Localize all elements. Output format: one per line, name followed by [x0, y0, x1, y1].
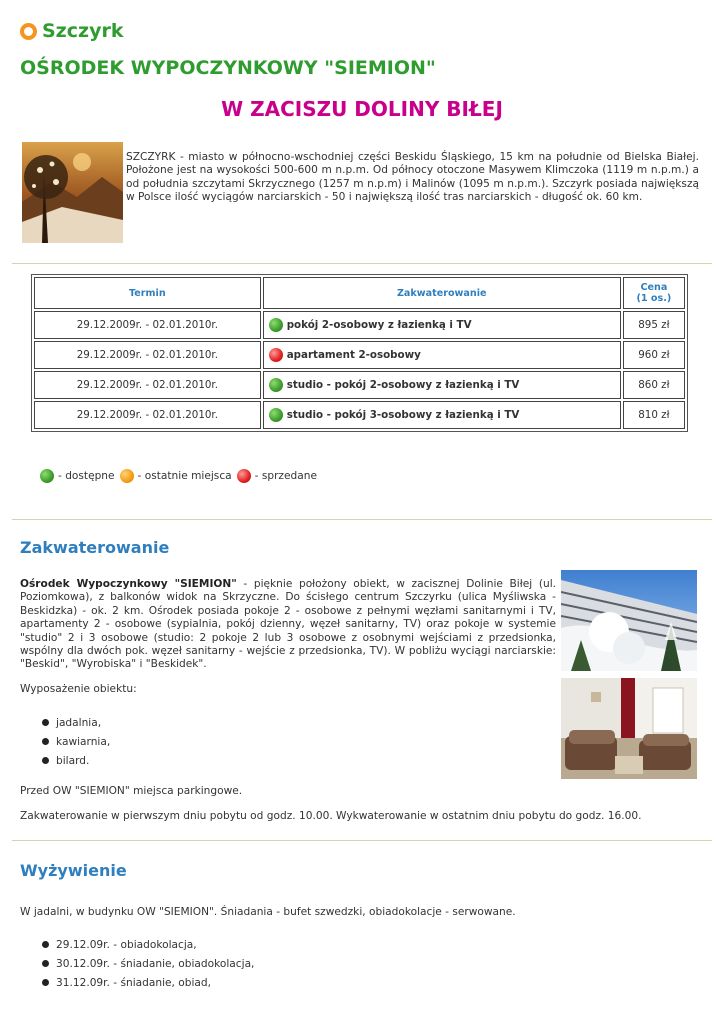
room-label[interactable]: studio - pokój 3-osobowy z łazienką i TV	[286, 409, 520, 421]
accommodation-lead-rest: - pięknie położony obiekt, w zacisznej Dolinie Biłej (ul. Poziomkowa), z balkonów widok na Skrzyczne. Do ścisłego centrum Szczyrku (ulica Myśliwska - Beskidzka) - ok. 2 km. Ośrodek posiada pokoje 2 - osobowe z pełnymi węzłami sanitarnymi i TV, apartamenty 2 - osobowe (sypialnia, pokój dzienny, węzeł sanitarny, TV) oraz pokoje w systemie "studio" 2 i 3 osobowe (studio: 2 pokoje 2 lub 3 osobowe z osobnymi wejściami z przedsionka, wspólny dla dwóch pok. węzeł sanitarny - wejście z przedsionka, TV). W pobliżu wyciągi narciarskie: "Beskid", "Wyrobiska" i "Beskidek".	[20, 578, 556, 671]
list-item: bilard.	[42, 751, 110, 770]
accommodation-heading: Zakwaterowanie	[20, 538, 170, 557]
sold-status-icon	[269, 348, 283, 362]
available-status-icon	[269, 408, 283, 422]
row-term: 29.12.2009r. - 02.01.2010r.	[34, 311, 261, 339]
parking-info: Przed OW "SIEMION" miejsca parkingowe.	[20, 785, 243, 797]
table-row	[34, 401, 685, 429]
row-term: 29.12.2009r. - 02.01.2010r.	[34, 341, 261, 369]
meals-list	[42, 935, 254, 992]
city-name: Szczyrk	[42, 20, 124, 42]
available-status-icon	[269, 378, 283, 392]
row-price: 895 zł	[623, 311, 685, 339]
page-subtitle: W ZACISZU DOLINY BIŁEJ	[221, 97, 503, 121]
city-logo-icon	[20, 23, 37, 40]
header-price-line2: (1 os.)	[636, 293, 672, 304]
divider	[12, 519, 712, 520]
row-price: 960 zł	[623, 341, 685, 369]
room-label[interactable]: apartament 2-osobowy	[286, 349, 421, 361]
price-table	[31, 274, 688, 432]
room-photo	[561, 678, 697, 779]
available-status-icon	[40, 469, 54, 483]
table-header-row	[34, 277, 685, 309]
table-row	[34, 341, 685, 369]
meals-heading: Wyżywienie	[20, 861, 127, 880]
header-price	[623, 277, 685, 309]
row-room[interactable]	[263, 401, 621, 429]
list-item: jadalnia,	[42, 713, 110, 732]
table-row	[34, 311, 685, 339]
city-header	[20, 20, 123, 42]
list-item: 30.12.09r. - śniadanie, obiadokolacja,	[42, 954, 254, 973]
sold-status-icon	[237, 469, 251, 483]
row-price: 810 zł	[623, 401, 685, 429]
header-room: Zakwaterowanie	[263, 277, 621, 309]
intro-text: SZCZYRK - miasto w północno-wschodniej części Beskidu Śląskiego, 15 km na południe od Bielska Białej. Położone jest na wysokości 500-600 m n.p.m. Od północy otoczone Masywem Klimczoka (1119 m n.p.m.) a od południa szczytami Skrzycznego (1257 m n.p.m) i Malinów (1095 m n.p.m.). Szczyrk posiada największą w Polsce ilość wyciągów narciarskich - 50 i największą ilość tras narciarskich - długość ok. 60 km.	[126, 151, 699, 204]
list-item: 29.12.09r. - obiadokolacja,	[42, 935, 254, 954]
row-room[interactable]	[263, 341, 621, 369]
checkin-info: Zakwaterowanie w pierwszym dniu pobytu od godz. 10.00. Wykwaterowanie w ostatnim dniu pobytu do godz. 16.00.	[20, 810, 642, 822]
hotel-photo	[561, 570, 697, 671]
equipment-list	[42, 713, 110, 770]
room-label[interactable]: pokój 2-osobowy z łazienką i TV	[286, 319, 472, 331]
list-item: kawiarnia,	[42, 732, 110, 751]
room-label[interactable]: studio - pokój 2-osobowy z łazienką i TV	[286, 379, 520, 391]
page-title: OŚRODEK WYPOCZYNKOWY "SIEMION"	[20, 57, 436, 79]
equipment-label: Wyposażenie obiektu:	[20, 683, 137, 695]
row-room[interactable]	[263, 311, 621, 339]
header-price-line1: Cena	[640, 282, 668, 293]
meals-intro: W jadalni, w budynku OW "SIEMION". Śniadania - bufet szwedzki, obiadokolacje - serwowane.	[20, 906, 516, 918]
accommodation-description	[20, 578, 556, 672]
row-room[interactable]	[263, 371, 621, 399]
legend-available: - dostępne	[58, 470, 115, 482]
row-term: 29.12.2009r. - 02.01.2010r.	[34, 401, 261, 429]
header-term: Termin	[34, 277, 261, 309]
list-item: 31.12.09r. - śniadanie, obiad,	[42, 973, 254, 992]
row-term: 29.12.2009r. - 02.01.2010r.	[34, 371, 261, 399]
status-legend	[40, 469, 322, 483]
available-status-icon	[269, 318, 283, 332]
row-price: 860 zł	[623, 371, 685, 399]
legend-last-places: - ostatnie miejsca	[137, 470, 232, 482]
table-row	[34, 371, 685, 399]
legend-sold: - sprzedane	[254, 470, 317, 482]
accommodation-lead: Ośrodek Wypoczynkowy "SIEMION"	[20, 578, 237, 590]
last-places-status-icon	[120, 469, 134, 483]
intro-photo	[22, 142, 123, 243]
divider	[12, 263, 712, 264]
divider	[12, 840, 712, 841]
